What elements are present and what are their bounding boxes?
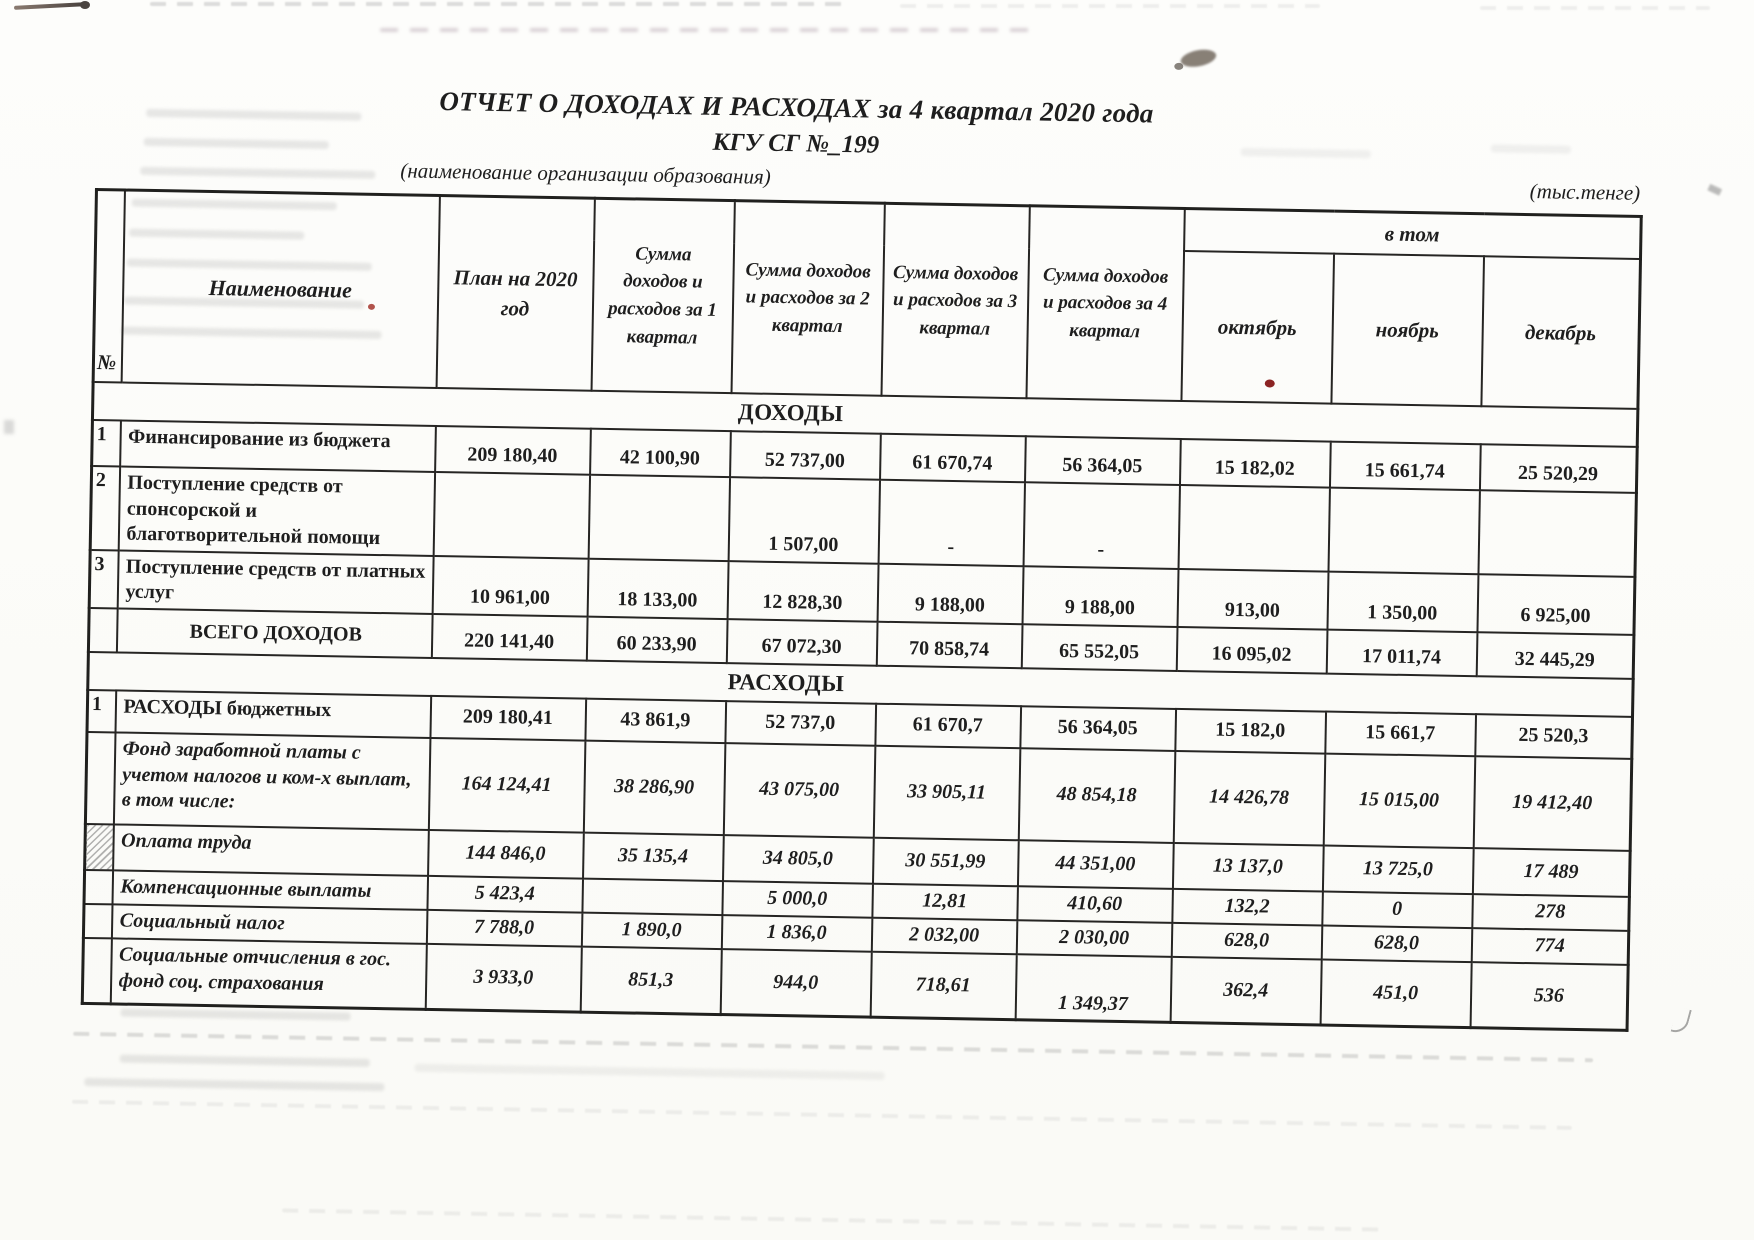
row-number-cell bbox=[82, 938, 111, 1004]
value-cell: 628,0 bbox=[1171, 923, 1322, 960]
row-number-cell bbox=[83, 904, 112, 938]
value-cell: 144 846,0 bbox=[428, 830, 584, 879]
row-number-cell bbox=[85, 824, 114, 870]
scan-ghost-text bbox=[84, 1078, 384, 1091]
value-cell: 9 188,00 bbox=[1022, 566, 1178, 627]
value-cell bbox=[1478, 490, 1636, 577]
value-cell: 12,81 bbox=[872, 884, 1018, 921]
value-cell: 35 135,4 bbox=[583, 833, 724, 881]
value-cell: 25 520,29 bbox=[1479, 444, 1637, 493]
value-cell: 209 180,41 bbox=[430, 696, 586, 741]
col-header-q1: Сумма доходов и расходов за 1 квартал bbox=[591, 198, 734, 393]
scan-ghost-line bbox=[900, 4, 1320, 8]
row-label: Социальные отчисления в гос. фонд соц. страхования bbox=[110, 938, 426, 1009]
row-label: Поступление средств от спонсорской и благотворительной помощи bbox=[118, 466, 434, 555]
value-cell: 52 737,0 bbox=[725, 701, 876, 746]
value-cell: 52 737,00 bbox=[730, 431, 881, 480]
value-cell: 5 000,0 bbox=[722, 881, 873, 918]
value-cell: 12 828,30 bbox=[727, 561, 878, 622]
value-cell: 7 788,0 bbox=[426, 910, 582, 947]
value-cell: 56 364,05 bbox=[1020, 706, 1176, 751]
value-cell bbox=[1328, 488, 1479, 574]
row-label: Поступление средств от платных услуг bbox=[117, 550, 433, 614]
value-cell: 220 141,40 bbox=[431, 614, 587, 661]
value-cell: 774 bbox=[1471, 928, 1629, 965]
gray-pen-tick bbox=[1707, 184, 1722, 196]
value-cell: 536 bbox=[1470, 962, 1628, 1031]
value-cell: 15 182,02 bbox=[1179, 439, 1330, 488]
value-cell: 278 bbox=[1472, 894, 1630, 931]
row-label: Фонд заработной платы с учетом налогов и ком-х выплат, в том числе: bbox=[113, 732, 430, 829]
value-cell: 362,4 bbox=[1170, 957, 1321, 1026]
value-cell: 30 551,99 bbox=[872, 838, 1018, 887]
value-cell: 65 552,05 bbox=[1021, 624, 1177, 671]
value-cell bbox=[433, 472, 589, 558]
value-cell: 451,0 bbox=[1320, 959, 1471, 1028]
value-cell: 5 423,4 bbox=[427, 876, 583, 913]
value-cell: 410,60 bbox=[1017, 886, 1173, 923]
col-header-q4: Сумма доходов и расходов за 4 квартал bbox=[1026, 206, 1184, 401]
ink-smudge bbox=[1179, 47, 1217, 70]
col-header-group: в том bbox=[1184, 209, 1642, 259]
value-cell: 34 805,0 bbox=[723, 835, 874, 884]
scan-ghost-text bbox=[1491, 144, 1571, 153]
col-header-name: Наименование bbox=[121, 190, 439, 388]
scan-ghost-text bbox=[415, 1064, 885, 1080]
value-cell: 1 349,37 bbox=[1015, 954, 1171, 1023]
value-cell: 718,61 bbox=[870, 952, 1016, 1021]
value-cell: 10 961,00 bbox=[432, 556, 588, 617]
value-cell: 15 015,00 bbox=[1323, 754, 1475, 849]
row-label: Финансирование из бюджета bbox=[120, 420, 436, 471]
value-cell: 1 890,0 bbox=[581, 913, 722, 949]
value-cell: 15 182,0 bbox=[1175, 709, 1326, 754]
value-cell: 6 925,00 bbox=[1477, 574, 1635, 635]
value-cell: 56 364,05 bbox=[1025, 436, 1181, 485]
value-cell: 13 137,0 bbox=[1172, 843, 1323, 892]
value-cell: 43 075,00 bbox=[723, 743, 875, 838]
value-cell: 25 520,3 bbox=[1475, 714, 1633, 759]
value-cell: 2 030,00 bbox=[1016, 920, 1172, 957]
scan-ghost-text bbox=[121, 1009, 351, 1021]
value-cell: 60 233,90 bbox=[586, 617, 727, 663]
value-cell: 628,0 bbox=[1321, 925, 1472, 962]
value-cell: 1 350,00 bbox=[1327, 571, 1478, 632]
units-note: (тыс.тенге) bbox=[1529, 179, 1641, 205]
scan-ghost-line bbox=[282, 1208, 1382, 1231]
row-label: Социальный налог bbox=[111, 904, 427, 943]
value-cell: 17 489 bbox=[1472, 848, 1630, 897]
section-title: РАСХОДЫ bbox=[88, 652, 1633, 717]
value-cell: 0 bbox=[1322, 891, 1473, 928]
col-header-q2: Сумма доходов и расходов за 2 квартал bbox=[731, 201, 884, 396]
value-cell: 48 854,18 bbox=[1018, 748, 1175, 843]
value-cell: 944,0 bbox=[720, 949, 871, 1018]
red-pen-dot bbox=[368, 304, 375, 310]
value-cell: 13 725,0 bbox=[1322, 846, 1473, 895]
value-cell: 42 100,90 bbox=[590, 429, 731, 477]
row-label: ВСЕГО ДОХОДОВ bbox=[116, 608, 432, 657]
row-number-cell bbox=[85, 732, 115, 824]
table-header bbox=[93, 190, 1641, 409]
income-expense-table bbox=[81, 188, 1643, 1032]
value-cell bbox=[1178, 485, 1329, 571]
value-cell: 14 426,78 bbox=[1173, 751, 1325, 846]
section-title: ДОХОДЫ bbox=[92, 382, 1637, 447]
value-cell: 67 072,30 bbox=[726, 619, 877, 666]
value-cell: 164 124,41 bbox=[428, 738, 585, 833]
value-cell: 33 905,11 bbox=[873, 746, 1020, 841]
row-number-cell bbox=[88, 608, 117, 652]
value-cell: 1 507,00 bbox=[728, 477, 879, 563]
value-cell: 132,2 bbox=[1172, 889, 1323, 926]
value-cell: 61 670,7 bbox=[875, 704, 1021, 749]
row-number-cell bbox=[84, 870, 113, 904]
value-cell: 44 351,00 bbox=[1017, 840, 1173, 889]
value-cell: 32 445,29 bbox=[1476, 632, 1634, 679]
value-cell: 209 180,40 bbox=[435, 426, 591, 475]
value-cell: 43 861,9 bbox=[585, 699, 726, 743]
value-cell: 3 933,0 bbox=[425, 944, 581, 1013]
row-number-cell: 2 bbox=[90, 466, 119, 550]
col-header-december: декабрь bbox=[1481, 256, 1641, 409]
scan-ghost-line bbox=[72, 1100, 1572, 1130]
value-cell: - bbox=[878, 480, 1024, 566]
value-cell: 18 133,00 bbox=[587, 558, 728, 619]
value-cell: 70 858,74 bbox=[876, 622, 1022, 669]
red-pen-dot bbox=[1265, 379, 1275, 387]
value-cell: - bbox=[1023, 482, 1179, 568]
value-cell: 9 188,00 bbox=[877, 564, 1023, 625]
scan-ghost-line bbox=[1480, 6, 1710, 10]
row-number-cell: 1 bbox=[87, 690, 116, 732]
value-cell: 2 032,00 bbox=[871, 918, 1017, 955]
report-title: ОТЧЕТ О ДОХОДАХ И РАСХОДАХ за 4 квартал 2020 года bbox=[439, 85, 1154, 129]
organization-caption: (наименование организации образования) bbox=[400, 158, 771, 189]
value-cell: 61 670,74 bbox=[880, 434, 1026, 483]
col-header-plan: План на 2020 год bbox=[436, 196, 594, 391]
ink-smudge-dot bbox=[1174, 63, 1183, 70]
value-cell bbox=[588, 475, 729, 561]
row-label: Оплата труда bbox=[113, 824, 429, 875]
pen-squiggle bbox=[1671, 1006, 1692, 1035]
row-number-cell: 3 bbox=[89, 550, 118, 609]
scan-ghost-text bbox=[120, 1055, 370, 1067]
row-label: РАСХОДЫ бюджетных bbox=[115, 690, 431, 737]
table-body bbox=[82, 382, 1638, 1031]
value-cell: 19 412,40 bbox=[1473, 756, 1632, 851]
value-cell: 851,3 bbox=[580, 947, 721, 1015]
value-cell: 38 286,90 bbox=[583, 741, 725, 835]
row-label: Компенсационные выплаты bbox=[112, 870, 428, 909]
value-cell: 16 095,02 bbox=[1176, 627, 1327, 674]
value-cell bbox=[582, 879, 723, 915]
row-number-cell: 1 bbox=[92, 420, 121, 466]
value-cell: 913,00 bbox=[1177, 569, 1328, 630]
value-cell: 17 011,74 bbox=[1326, 630, 1477, 677]
organization-name: КГУ СГ №_199 bbox=[712, 128, 880, 159]
col-header-q3: Сумма доходов и расходов за 3 квартал bbox=[881, 203, 1029, 398]
col-header-num: № bbox=[93, 190, 124, 383]
col-header-november: ноябрь bbox=[1331, 254, 1484, 407]
value-cell: 15 661,7 bbox=[1325, 712, 1476, 757]
value-cell: 15 661,74 bbox=[1329, 442, 1480, 491]
col-header-october: октябрь bbox=[1181, 251, 1334, 404]
value-cell: 1 836,0 bbox=[721, 915, 872, 952]
